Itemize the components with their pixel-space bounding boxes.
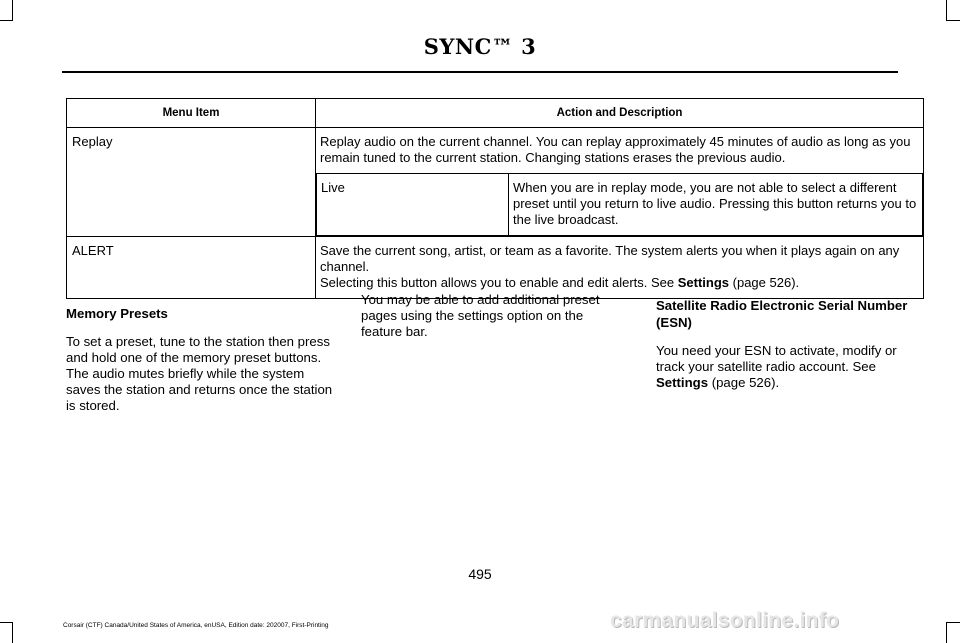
- menu-table: [66, 98, 924, 299]
- page-title: SYNC™ 3: [423, 34, 537, 59]
- settings-link[interactable]: Settings: [677, 275, 730, 290]
- section-body: To set a preset, tune to the station then press and hold one of the memory preset buttons. The audio mutes briefly while the system saves the station and returns once the station is stored.: [66, 334, 333, 413]
- crop-mark: [0, 622, 13, 623]
- section-heading: Memory Presets: [66, 306, 168, 321]
- crop-mark: [946, 0, 947, 20]
- description-line-2-suffix: (page 526).: [729, 275, 800, 290]
- section-heading: Satellite Radio Electronic Serial Number (ESN): [656, 298, 908, 330]
- watermark: carmanualsonline.info: [610, 609, 840, 632]
- column-additional-presets: [361, 292, 623, 340]
- page-number: 495: [468, 566, 492, 582]
- crop-mark: [12, 622, 13, 643]
- description-line-2-prefix: Selecting this button allows you to enable and edit alerts. See: [320, 275, 678, 290]
- column-esn: [656, 297, 924, 391]
- description-line-1: Save the current song, artist, or team as a favorite. The system alerts you when it plays again on any channel.: [320, 243, 900, 274]
- header-divider: [62, 71, 898, 73]
- settings-link[interactable]: Settings: [656, 375, 709, 390]
- table-cell-description: [316, 128, 924, 237]
- table-row: [317, 174, 923, 236]
- table-cell-description: [316, 237, 924, 299]
- crop-mark: [946, 20, 960, 21]
- section-body: [656, 343, 924, 391]
- crop-mark: [12, 0, 13, 20]
- footer-text: Corsair (CTF) Canada/United States of America, enUSA, Edition date: 202007, First-Printing: [63, 622, 329, 629]
- column-header-menu-item: Menu Item: [67, 99, 316, 128]
- crop-mark: [946, 622, 947, 643]
- table-cell-item: Replay: [67, 128, 316, 237]
- crop-mark: [946, 622, 960, 623]
- sub-table: [316, 173, 923, 236]
- table-header-row: [67, 99, 924, 128]
- section-body-suffix: (page 526).: [708, 375, 780, 390]
- table-row: [67, 128, 924, 237]
- sub-cell-item: Live: [317, 174, 509, 236]
- table-cell-item: ALERT: [67, 237, 316, 299]
- sub-cell-description: When you are in replay mode, you are not able to select a different preset until you return to live audio. Pressing this button returns you to the live broadcast.: [509, 174, 923, 236]
- crop-mark: [0, 20, 13, 21]
- column-memory-presets: [66, 305, 342, 414]
- description-text: [316, 237, 923, 298]
- column-header-action: Action and Description: [316, 99, 924, 128]
- section-body: You may be able to add additional preset pages using the settings option on the feature bar.: [361, 292, 600, 339]
- description-text: Replay audio on the current channel. You can replay approximately 45 minutes of audio as long as you remain tuned to the current station. Changing stations erases the previous audio.: [320, 134, 911, 165]
- table-row: [67, 237, 924, 299]
- section-body-prefix: You need your ESN to activate, modify or track your satellite radio account. See: [656, 343, 897, 374]
